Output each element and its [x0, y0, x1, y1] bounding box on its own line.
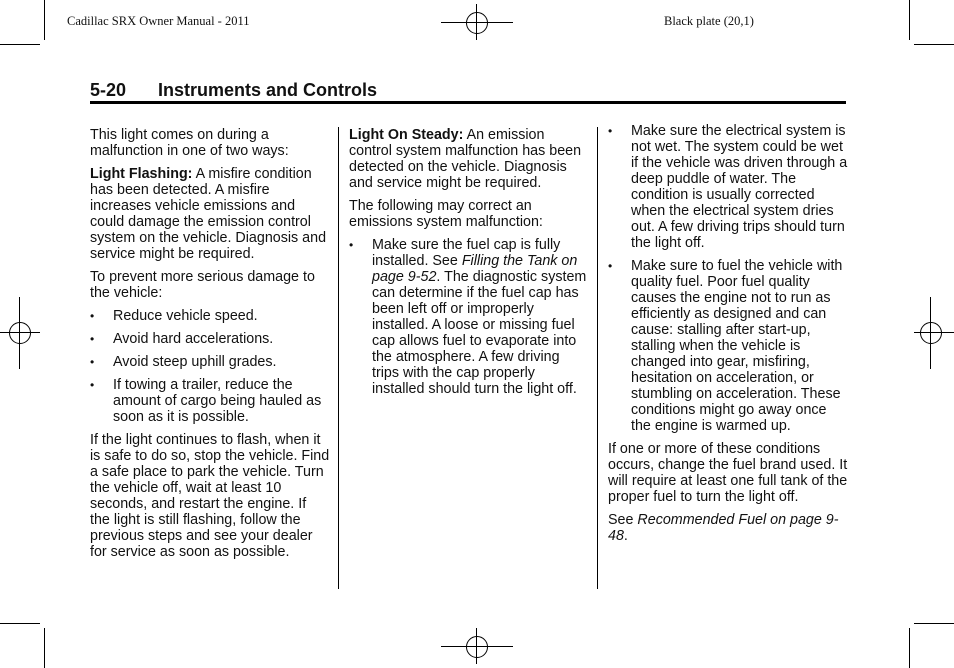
- list-item: • If towing a trailer, reduce the amount of cargo being hauled as soon as it is possible.: [90, 377, 330, 425]
- filling-tank-link[interactable]: Filling the Tank on page 9-52: [372, 253, 578, 285]
- prevent-list: [90, 308, 330, 425]
- column-1: [90, 127, 330, 567]
- bullet-text: Make sure the fuel cap is fully installed. See: [372, 237, 561, 269]
- continue-paragraph: If the light continues to flash, when it is safe to do so, stop the vehicle. Find a safe place to park the vehicle. Turn the vehicle off, wait at least 10 seconds, and restart the engine. If the light is still flashing, follow the previous steps and see your dealer for service as soon as possible.: [90, 432, 330, 560]
- steady-label: Light On Steady:: [349, 127, 464, 143]
- column-3: [608, 123, 848, 551]
- page-number: 5-20: [90, 80, 127, 100]
- list-item: • Make sure the electrical system is not wet. The system could be wet if the vehicle was driven through a deep puddle of water. The condition is usually corrected when the electrical system dries out. A few driving trips should turn the light off.: [608, 123, 848, 251]
- flashing-paragraph: [90, 166, 330, 262]
- correction-list-continued: [608, 123, 848, 434]
- page-title: [90, 80, 377, 101]
- list-item: • Avoid hard accelerations.: [90, 331, 330, 347]
- list-item: • Reduce vehicle speed.: [90, 308, 330, 324]
- header-manual-title: Cadillac SRX Owner Manual - 2011: [67, 14, 250, 28]
- steady-paragraph: [349, 127, 589, 191]
- column-2: [349, 127, 589, 404]
- column-divider: [597, 127, 598, 589]
- correction-list: [349, 237, 589, 397]
- section-title: Instruments and Controls: [158, 80, 378, 100]
- conditions-paragraph: If one or more of these conditions occurs, change the fuel brand used. It will require at least one full tank of the proper fuel to turn the light off.: [608, 441, 848, 505]
- list-item: [349, 237, 589, 397]
- see-text: See: [608, 512, 638, 528]
- flashing-label: Light Flashing:: [90, 166, 193, 182]
- steady-text: An emission control system malfunction has been detected on the vehicle. Diagnosis and service might be required.: [349, 127, 582, 191]
- header-plate-label: Black plate (20,1): [664, 14, 754, 28]
- see-paragraph: [608, 512, 848, 544]
- list-item: • Make sure to fuel the vehicle with quality fuel. Poor fuel quality causes the engine not to run as efficiently as designed and can cause: stalling after start-up, stalling when the vehicle is changed into gear, misfiring, hesitation on acceleration, or stumbling on acceleration. These conditions might go away once the engine is warmed up.: [608, 258, 848, 434]
- list-item: • Avoid steep uphill grades.: [90, 354, 330, 370]
- prevent-paragraph: To prevent more serious damage to the vehicle:: [90, 269, 315, 301]
- flashing-text: A misfire condition has been detected. A misfire increases vehicle emissions and could damage the emission control system on the vehicle. Diagnosis and service might be required.: [90, 166, 327, 262]
- see-text: .: [623, 528, 628, 544]
- intro-paragraph: This light comes on during a malfunction in one of two ways:: [90, 127, 289, 159]
- title-rule: [90, 101, 846, 104]
- recommended-fuel-link[interactable]: Recommended Fuel on page 9-48: [608, 512, 839, 544]
- column-divider: [338, 127, 339, 589]
- following-paragraph: The following may correct an emissions system malfunction:: [349, 198, 543, 230]
- bullet-text: . The diagnostic system can determine if the fuel cap has been left off or improperly installed. A loose or missing fuel cap allows fuel to evaporate into the atmosphere. A few driving trips with the cap properly installed should turn the light off.: [372, 269, 587, 397]
